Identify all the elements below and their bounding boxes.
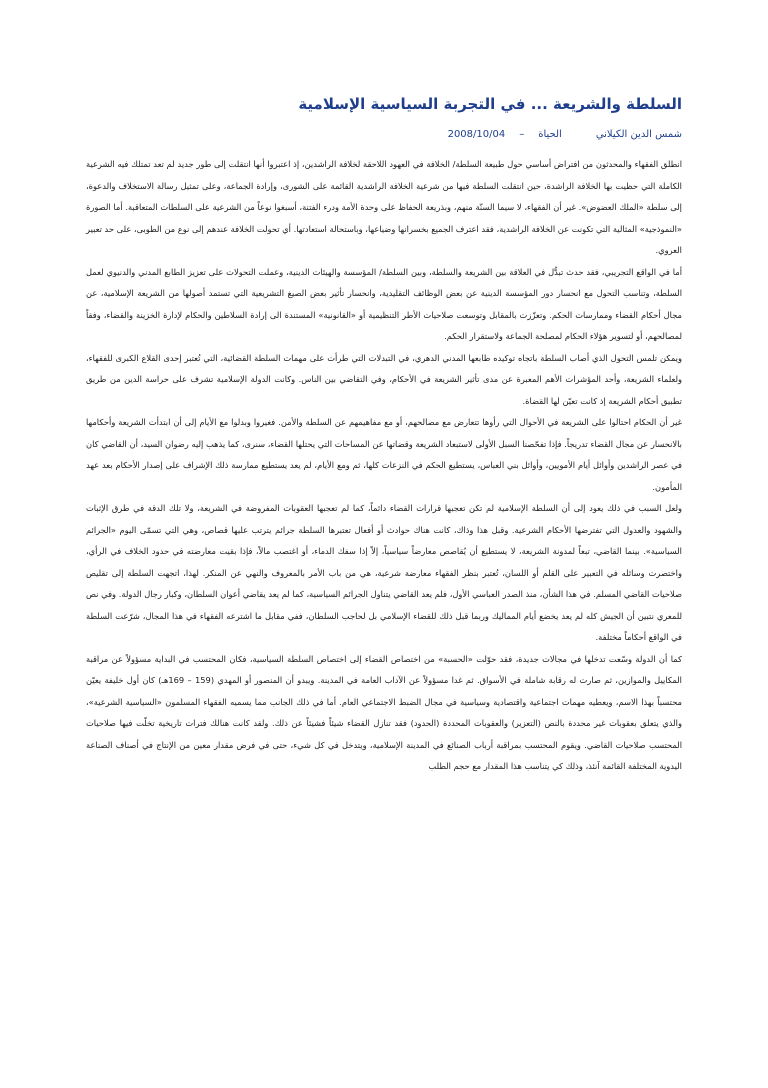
publication-date: 2008/10/04 — [447, 129, 506, 140]
article-body — [86, 94, 682, 778]
byline-separator: – — [519, 129, 525, 140]
paragraph: انطلق الفقهاء والمحدثون من افتراض أساسي حول طبيعة السلطة/ الخلافة في العهود اللاحقة لخلافة الراشدين، إذ اعتبروا أنها انتقلت إلى طور جديد لم تعد تمتلك فيه الشرعية الكاملة التي حظيت بها الخلافة الراشدة، حين انتقلت السلطة فيها من شرعية الخلافة الراشدية القائمة على الشورى، وإرادة الجماعة، وعلى تمثيل رسالة الاستخلاف والدعوة، إلى سلطة «الملك العضوض». غير أن الفقهاء، لا سيما السنّة منهم، وبذريعة الحفاظ على وحدة الأمة ودرء الفتنة، أسبغوا نوعاً من الشرعية على السلطات المتعاقبة. أما الصورة «النموذجية» المثالية التي تكونت عن الخلافة الراشدية، فقد اعترف الجميع بخسرانها وضياعها، وباستحالة استعادتها. أي تحولت الخلافة عندهم إلى نوع من الطوبى، على حد تعبير العروي. — [86, 159, 682, 255]
paragraph: غير أن الحكام احتالوا على الشريعة في الأحوال التي رأوها تتعارض مع مصالحهم، أو مع مفاهيمهم عن السلطة والأمن. فغيروا وبدلوا مع الأيام إلى أن ابتدأت الشريعة وأحكامها بالانحسار عن مجال القضاء تدريجاً. فإذا تفحّصنا السبل الأولى لاستبعاد الشريعة وقضاتها عن المساحات التي يحتلها القضاء، سنرى، كما يذهب إليه رضوان السيد، أن القاضي كان في عصر الراشدين وأوائل أيام الأمويين، وأوائل بني العباس، يستطيع الحكم في النزعات كلها، ثم ومع الأيام، لم يعد يستطيع ممارسة ذلك الإشراف على إصدار الأحكام بعد عهد المأمون. — [86, 417, 682, 492]
source-name: الحياة — [538, 129, 562, 140]
article-title: السلطة والشريعة ... في التجربة السياسية الإسلامية — [298, 95, 682, 113]
paragraph: أما في الواقع التجريبي، فقد حدث تبدُّل في العلاقة بين الشريعة والسلطة، وبين السلطة/ المؤسسة والهيئات الدينية، وعملت التحولات على تعزيز الطابع المدني والدنيوي لعمل السلطة، وتناسب التحول مع انحسار دور المؤسسة الدينية عن بعض الوظائف التقليدية، وانحسار تأثير بعض الصيغ التشريعية التي تستمد أصولها من الشريعة الإسلامية، عن مجال أحكام القضاء وممارسات الحكم. وتعزّزت بالمقابل وتوسعت صلاحيات الأطر التنظيمية أو «القانونية» المستندة الى إرادة السلاطين والحكام لإدارة الخزينة والقضاء، وفقاً لمصالحهم، أو لتسوير هؤلاء الحكام لمصلحة الجماعة ولاستقرار الحكم. — [86, 266, 682, 341]
byline — [86, 128, 682, 142]
paragraph: ولعل السبب في ذلك يعود إلى أن السلطة الإسلامية لم تكن تعجبها قرارات القضاء دائماً، كما لم تعجبها العقوبات المفروضة في الشريعة، ولا تلك الدقة في طرق الإثبات والشهود والعدول التي تفترضها الأحكام الشرعية. وقبل هذا وذاك، كانت هناك حوادث أو أفعال تعتبرها السلطة جرائم يترتب عليها قصاص، وهي التي تسمّى اليوم «الجرائم السياسية». بينما القاضي، تبعاً لمدونة الشريعة، لا يستطيع أن يُقاصص معارضاً سياسياً، إلاّ إذا سفك الدماء، أو اغتصب مالاً، فإذا بقيت معارضته في حدود الخلاف في الرأي، واختصرت وسائله في التعبير على القلم أو اللسان، تُعتبر بنظر الفقهاء معارضة شرعية، هي من باب الأمر بالمعروف والنهي عن المنكر. لهذا، اتجهت السلطة إلى تقليص صلاحيات القاضي المسلم. في هذا الشأن، منذ الصدر العباسي الأول، فلم يعد القاضي يتناول الجرائم السياسية، كما لم يعد يقاضي أعوان السلطان، وكبار رجال الدولة. وفي نص للمعري نتبين أن الجيش كله لم يعد يخضع أيام المماليك وربما قبل ذلك للقضاء الإسلامي بل لحاجب السلطان، ففي مقابل ما اشترعه الفقهاء في هذا المجال، شرّعت السلطة في الواقع أحكاماً مختلفة. — [86, 503, 682, 642]
author-name: شمس الدين الكيلاني — [595, 129, 682, 140]
paragraph: ويمكن تلمس التحول الذي أصاب السلطة باتجاه توكيده طابعها المدني الدهري، في التبدلات التي طرأت على مهمات السلطة القضائية، التي تُعتبر إحدى القلاع الكبرى للفقهاء، ولعلماء الشريعة، وأحد المؤشرات الأهم المعبرة عن مدى تأثير الشريعة في الأحكام، وفي التقاضي بين الناس. وكانت الدولة الإسلامية تشرف على حراسة الدين من طريق تطبيق أحكام الشريعة إذ كانت تعيّن لها القضاة. — [86, 352, 682, 406]
paragraph: كما أن الدولة وسّعت تدخلها في مجالات جديدة، فقد حوّلت «الحسبة» من اختصاص القضاء إلى اختصاص السلطة السياسية، فكان المحتسب في البداية مسؤولاً عن مراقبة المكاييل والموازين، ثم صارت له رقابة شاملة في الأسواق. ثم غدا مسؤولاً عن الآداب العامة في المدينة. ويبدو أن المنصور أو المهدي (159 – 169هـ) كان أول خليفة يعيّن محتسباً بهذا الاسم، ويعطيه مهمات اجتماعية واقتصادية وسياسية في مجال الضبط الاجتماعي العام. أما في ذلك الجانب مما يسميه الفقهاء المسلمون «السياسية الشرعية»، والذي يتعلق بعقوبات غير محددة بالنص (التعزير) والعقوبات المحددة (الحدود) فقد تنازل القضاء شيئاً فشيئاً عن ذلك. ولقد كانت هنالك فترات تاريخية تخلّت فيها صلاحيات المحتسب صلاحيات القاضي. ويقوم المحتسب بمراقبة أرباب الصنائع في المدينة الإسلامية، ويتدخل في كل شيء، حتى في فرض مقدار معين من الإنتاج في أصناف الصناعة اليدوية المختلفة القائمة آنئذ، وذلك كي يتناسب هذا المقدار مع حجم الطلب — [86, 653, 682, 771]
